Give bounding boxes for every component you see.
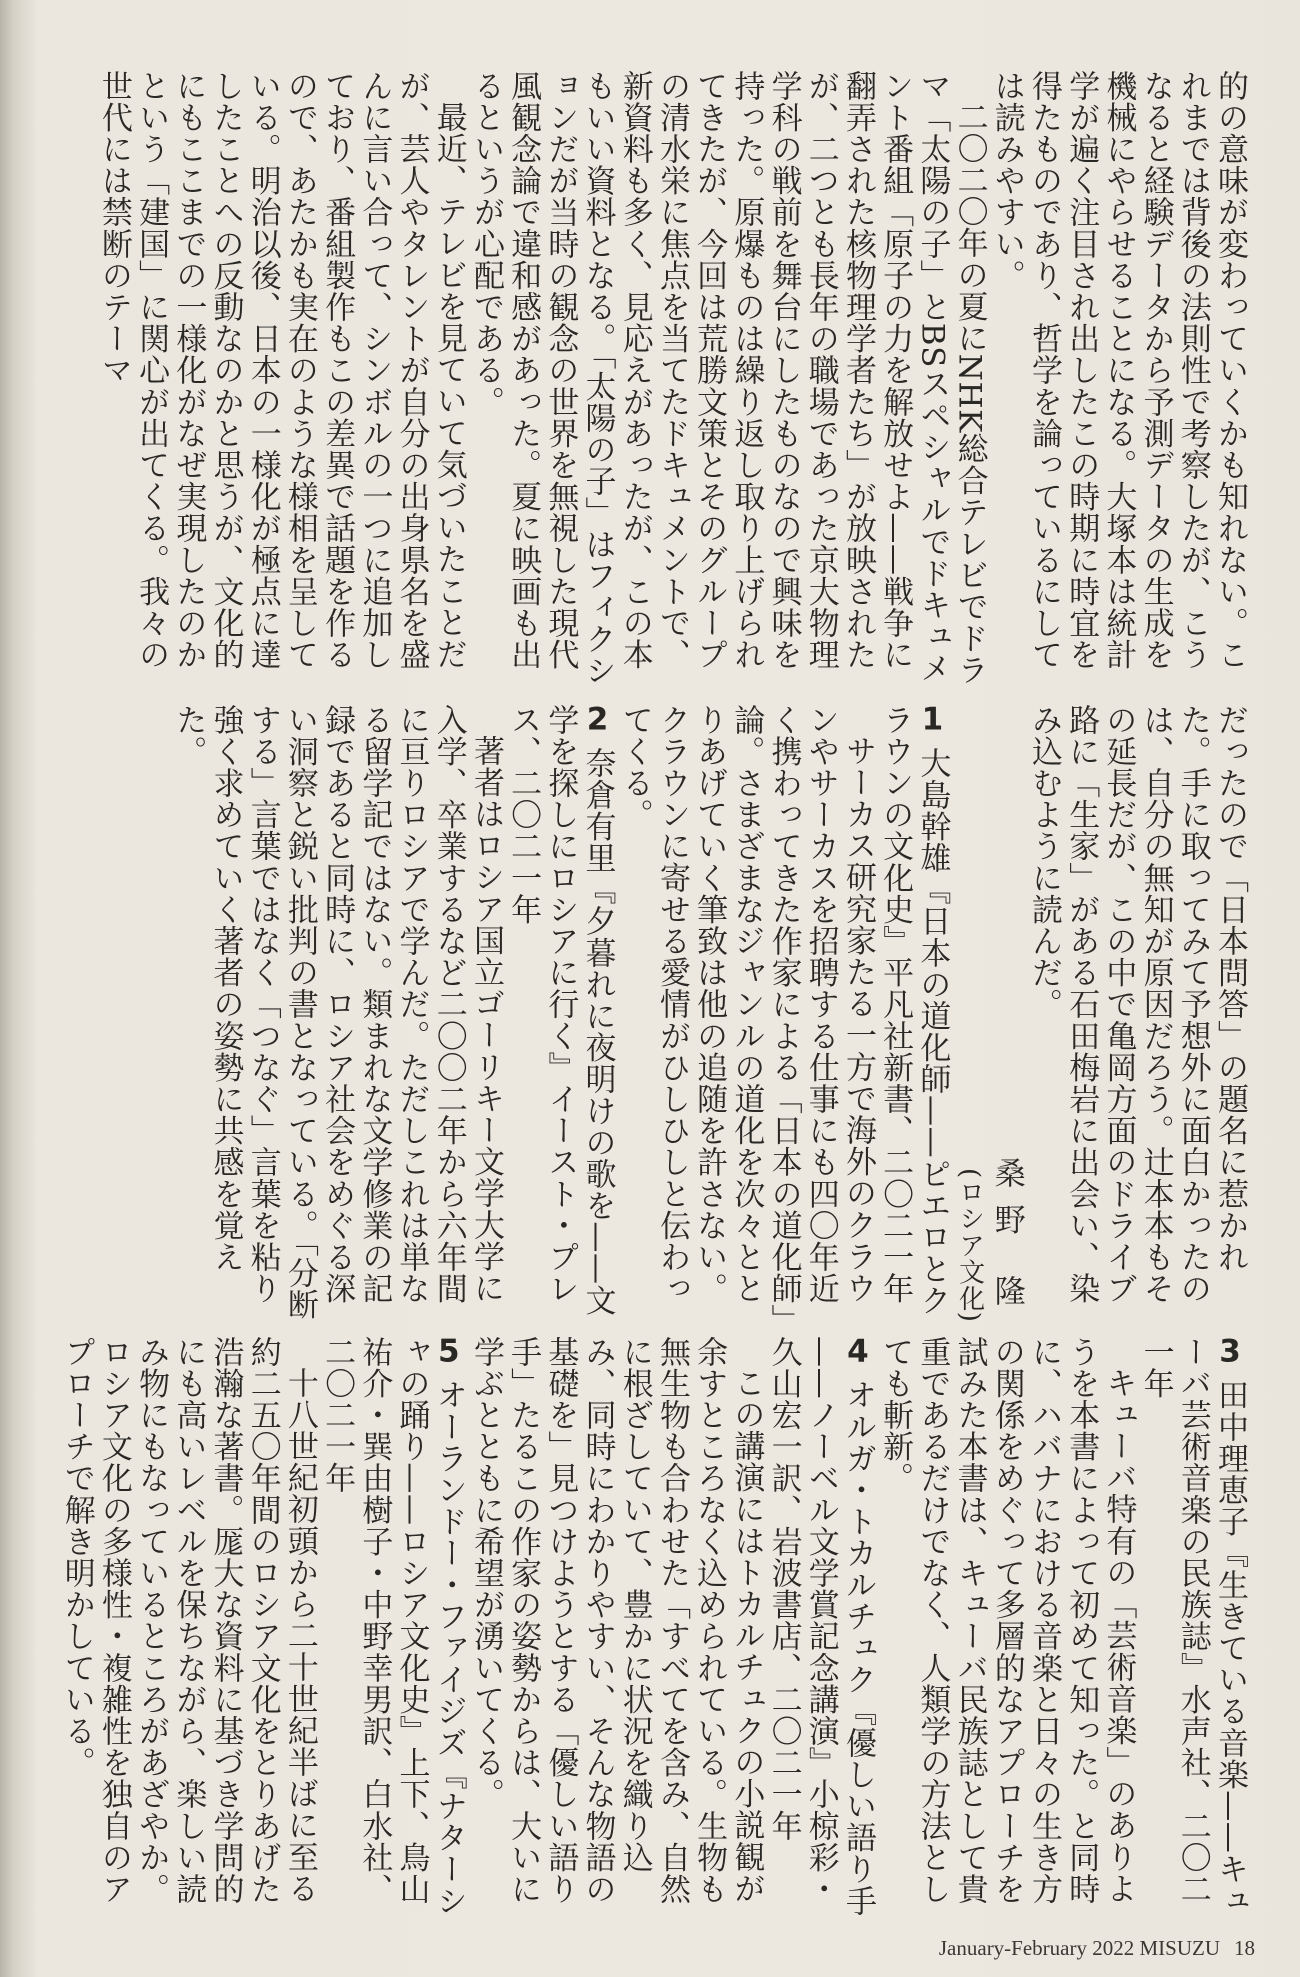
page-footer bbox=[939, 1936, 1255, 1961]
reference-number: 3 bbox=[1219, 1336, 1241, 1367]
book-reference-description: キューバ特有の「芸術音楽」のありようを本書によって初めて知った。と同時に、ハバナにおける音楽と日々の生き方の関係をめぐって多層的なアプローチを試みた本書は、キューバ民族誌として貴重であるだけでなく、人類学の方法としても斬新。 bbox=[877, 1336, 1137, 1905]
reference-number: 4 bbox=[847, 1336, 869, 1367]
author-signature bbox=[988, 704, 1025, 1322]
journal-issue: January-February 2022 MISUZU bbox=[938, 1936, 1220, 1960]
reference-title: 奈倉有里『夕暮れに夜明けの歌を——文学を探しにロシアに行く』イースト・プレス、二〇二一年 bbox=[505, 704, 616, 1317]
book-reference-title bbox=[318, 1336, 467, 1934]
author-name: 桑野 隆 bbox=[988, 1157, 1025, 1322]
book-reference-title bbox=[876, 704, 950, 1322]
author-affiliation bbox=[950, 704, 987, 1322]
page-number: 18 bbox=[1234, 1936, 1255, 1960]
book-reference-description: この講演にはトカルチュクの小説観が余すところなく込められている。生物も無生物も合わせた「すべてを含み、自然に根ざしていて、豊かに状況を織り込み、同時にわかりやすい、そんな物語の基礎を」見つけようとする「優しい語り手」たるこの作家の姿勢からは、大いに学ぶとともに希望が湧いてくる。 bbox=[467, 1336, 765, 1905]
essay-tier-bottom bbox=[58, 1336, 1248, 1934]
reference-number: 2 bbox=[586, 704, 609, 735]
reference-title: オルガ・トカルチュク『優しい語り手——ノーベル文学賞記念講演』小椋彩・久山宏一訳、岩波書店、二〇二一年 bbox=[765, 1336, 876, 1917]
reference-number: 1 bbox=[921, 704, 944, 735]
essay-paragraph: だったので「日本問答」の題名に惹かれた。手に取ってみて予想外に面白かったのは、自分の無知が原因だろう。辻本本もその延長だが、この中で亀岡方面のドライブ路に「生家」がある石田梅岩に出会い、染み込むように読んだ。 bbox=[1025, 704, 1248, 1305]
reference-number: 5 bbox=[437, 1336, 460, 1367]
reference-title: 大島幹雄『日本の道化師——ピエロとクラウンの文化史』平凡社新書、二〇二一年 bbox=[877, 704, 951, 1317]
essay-tier-top bbox=[70, 70, 1248, 688]
essay-paragraph: 二〇二〇年の夏にNHK総合テレビでドラマ「太陽の子」とBSスペシャルでドキュメント番組「原子の力を解放せよ——戦争に翻弄された核物理学者たち」が放映されたが、二つとも長年の職場であった京大物理学科の戦前を舞台にしたものなので興味を持った。原爆ものは繰り返し取り上げられてきたが、今回は荒勝文策とそのグループの清水栄に焦点を当てたドキュメントで、新資料も多く、見応えがあったが、この本もいい資料となる。「太陽の子」はフィクションだが当時の観念の世界を無視した現代風観念論で違和感があった。夏に映画も出るというが心配である。 bbox=[467, 70, 988, 687]
author-field: (ロシア文化) bbox=[954, 1167, 985, 1322]
essay-tier-middle bbox=[70, 704, 1248, 1322]
book-reference-title bbox=[504, 704, 616, 1322]
reference-title: オーランドー・ファイジズ『ナターシャの踊り——ロシア文化史』上下、鳥山祐介・巽由樹子・中野幸男訳、白水社、二〇二一年 bbox=[319, 1336, 467, 1917]
book-reference-title bbox=[764, 1336, 876, 1934]
book-reference-description: サーカス研究家たる一方で海外のクラウンやサーカスを招聘する仕事にも四〇年近く携わってきた作家による「日本の道化師」論。さまざまなジャンルの道化を次々ととりあげていく筆致は他の追随を許さない。クラウンに寄せる愛情がひしひしと伝わってくる。 bbox=[616, 704, 876, 1321]
essay-paragraph: 最近、テレビを見ていて気づいたことだが、芸人やタレントが自分の出身県名を盛んに言い合って、シンボルの一つに追加しており、番組製作もこの差異で話題を作るので、あたかも実在のような様相を呈している。明治以後、日本の一様化が極点に達したことへの反動なのかと思うが、文化的にもここまでの一様化がなぜ実現したのかという「建国」に関心が出てくる。我々の世代には禁断のテーマ bbox=[95, 70, 467, 671]
book-reference-description: 十八世紀初頭から二十世紀半ばに至る約二五〇年間のロシア文化をとりあげた浩瀚な著書。厖大な資料に基づき学問的にも高いレベルを保ちながら、楽しい読み物にもなっているところがあざやか。ロシア文化の多様性・複雑性を独自のアプローチで解き明かしている。 bbox=[58, 1336, 318, 1905]
book-reference-title bbox=[1136, 1336, 1248, 1934]
reference-title: 田中理恵子『生きている音楽——キューバ芸術音楽の民族誌』水声社、二〇二一年 bbox=[1137, 1336, 1248, 1917]
essay-paragraph: 的の意味が変わっていくかも知れない。これまでは背後の法則性で考察したが、こうなると経験データから予測データの生成を機械にやらせることになる。大塚本は統計学が遍く注目され出したこの時期に時宜を得たものであり、哲学を論っているにしては読みやすい。 bbox=[988, 70, 1248, 671]
book-reference-description: 著者はロシア国立ゴーリキー文学大学に入学、卒業するなど二〇〇二年から六年間に亘りロシアで学んだ。ただしこれは単なる留学記ではない。類まれな文学修業の記録であると同時に、ロシア社会をめぐる深い洞察と鋭い批判の書となっている。「分断する」言葉ではなく「つなぐ」言葉を粘り強く求めていく著者の姿勢に共感を覚えた。 bbox=[170, 704, 504, 1321]
